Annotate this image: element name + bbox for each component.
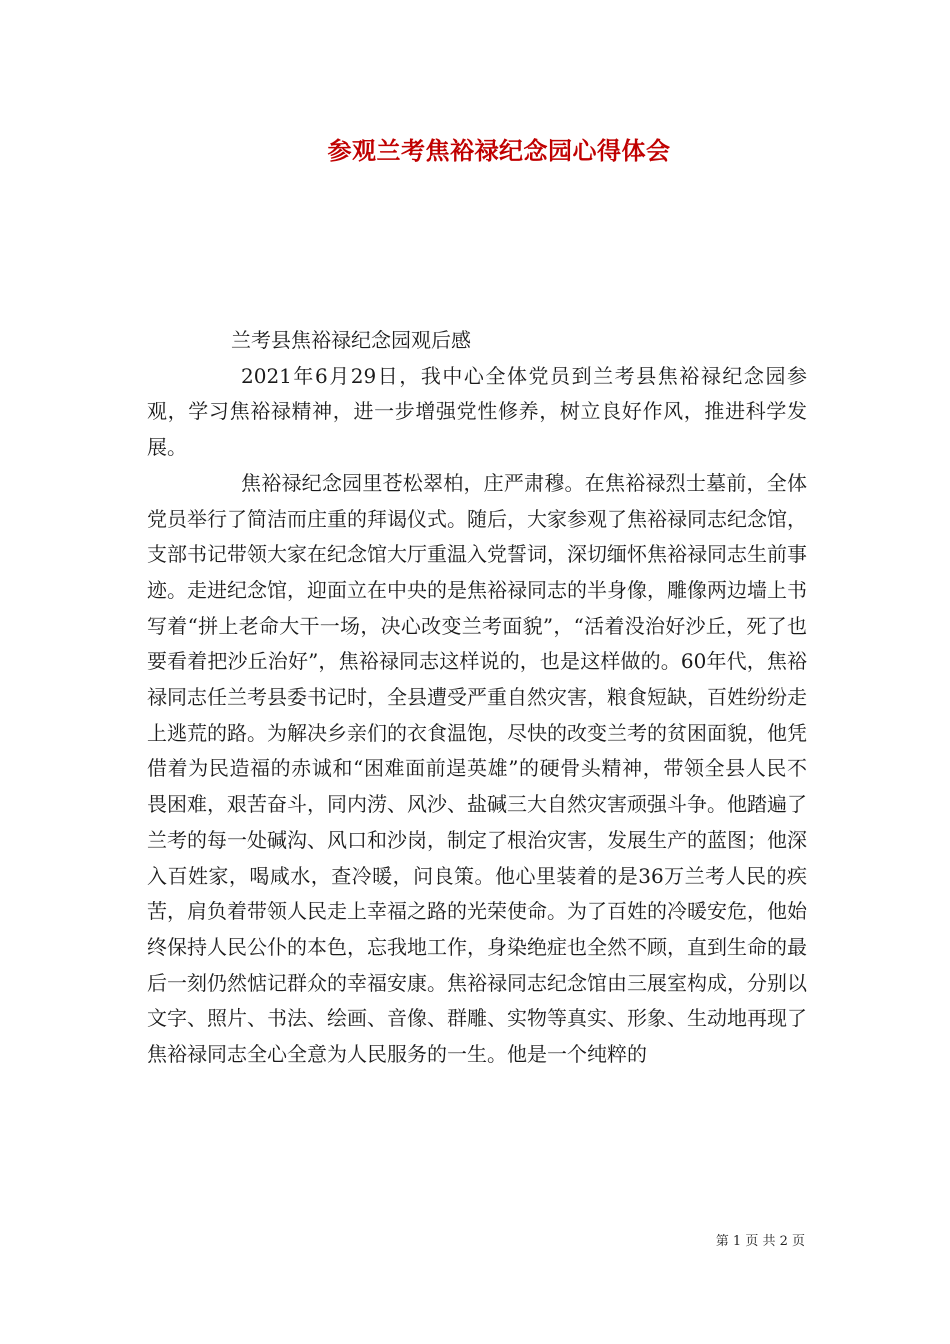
document-subtitle: 兰考县焦裕禄纪念园观后感 — [231, 328, 471, 352]
document-title: 参观兰考焦裕禄纪念园心得体会 — [327, 136, 671, 165]
page-footer: 第 1 页 共 2 页 — [715, 1234, 805, 1249]
paragraph-1: 2021年6月29日，我中心全体党员到兰考县焦裕禄纪念园参观，学习焦裕禄精神，进一步增强党性修养，树立良好作风，推进科学发展。 — [147, 363, 807, 460]
document-body — [147, 323, 807, 1073]
paragraph-2: 焦裕禄纪念园里苍松翠柏，庄严肃穆。在焦裕禄烈士墓前，全体党员举行了简洁而庄重的拜谒仪式。随后，大家参观了焦裕禄同志纪念馆，支部书记带领大家在纪念馆大厅重温入党誓词，深切缅怀焦裕禄同志生前事迹。走进纪念馆，迎面立在中央的是焦裕禄同志的半身像，雕像两边墙上书写着“拼上老命大干一场，决心改变兰考面貌”，“活着没治好沙丘，死了也要看着把沙丘治好”，焦裕禄同志这样说的，也是这样做的。60年代，焦裕禄同志任兰考县委书记时，全县遭受严重自然灾害，粮食短缺，百姓纷纷走上逃荒的路。为解决乡亲们的衣食温饱，尽快的改变兰考的贫困面貌，他凭借着为民造福的赤诚和“困难面前逞英雄”的硬骨头精神，带领全县人民不畏困难，艰苦奋斗，同内涝、风沙、盐碱三大自然灾害顽强斗争。他踏遍了兰考的每一处碱沟、风口和沙岗，制定了根治灾害，发展生产的蓝图；他深入百姓家，喝咸水，查冷暖，问良策。他心里装着的是36万兰考人民的疾苦，肩负着带领人民走上幸福之路的光荣使命。为了百姓的冷暖安危，他始终保持人民公仆的本色，忘我地工作，身染绝症也全然不顾，直到生命的最后一刻仍然惦记群众的幸福安康。焦裕禄同志纪念馆由三展室构成，分别以文字、照片、书法、绘画、音像、群雕、实物等真实、形象、生动地再现了焦裕禄同志全心全意为人民服务的一生。他是一个纯粹的 — [147, 470, 807, 1067]
